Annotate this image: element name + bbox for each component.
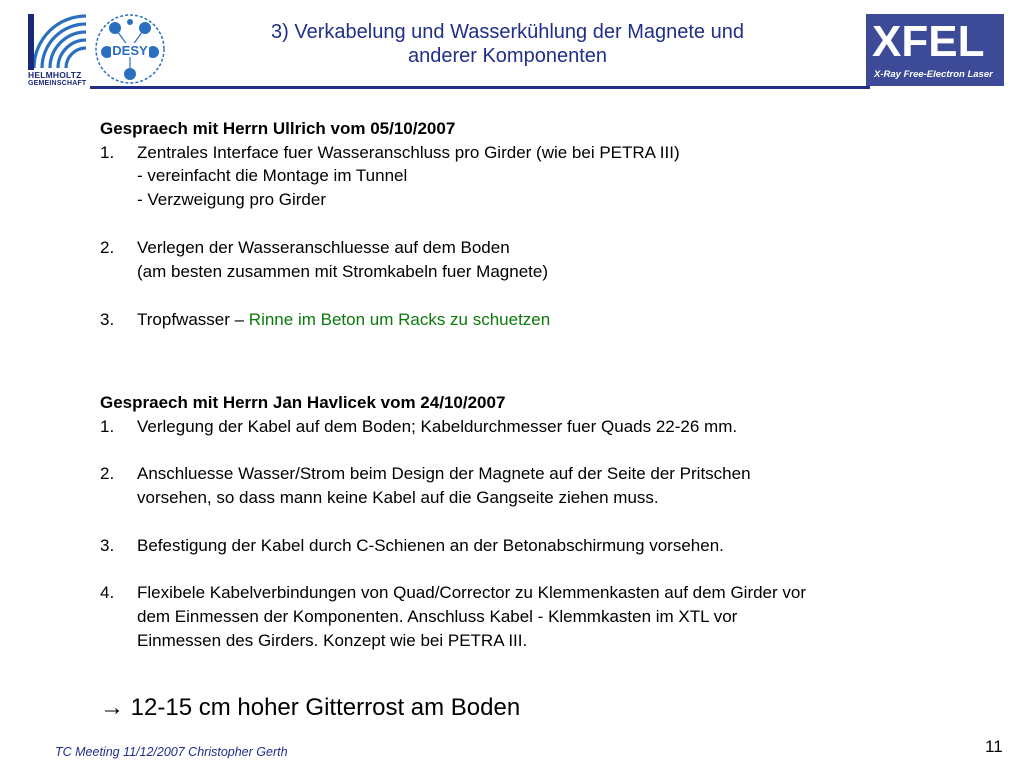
slide-title-line-2: anderer Komponenten <box>407 45 608 67</box>
slide-title-line-1: 3) Verkabelung und Wasserkühlung der Magnete und <box>271 21 744 43</box>
list-item-text: Anschluesse Wasser/Strom beim Design der Magnete auf der Seite der Pritschen <box>137 464 751 483</box>
list-item-text: Verlegung der Kabel auf dem Boden; Kabeldurchmesser fuer Quads 22-26 mm. <box>137 417 738 436</box>
list-item-number: 1. <box>100 143 115 162</box>
section2-heading: Gespraech mit Herrn Jan Havlicek vom 24/10/2007 <box>100 393 506 412</box>
footer-text: TC Meeting 11/12/2007 Christopher Gerth <box>55 745 288 759</box>
list-item-text <box>137 310 550 330</box>
list-item-number: 4. <box>100 583 115 602</box>
desy-logo <box>93 12 167 86</box>
section1-heading: Gespraech mit Herrn Ullrich vom 05/10/2007 <box>100 119 456 138</box>
helmholtz-logo <box>28 10 98 90</box>
list-item-prefix: Tropfwasser – <box>137 310 249 329</box>
list-item-text: Zentrales Interface fuer Wasseranschluss pro Girder (wie bei PETRA III) <box>137 143 680 162</box>
helmholtz-subname: GEMEINSCHAFT <box>28 80 87 87</box>
list-item-subline: vorsehen, so dass mann keine Kabel auf die Gangseite ziehen muss. <box>137 488 659 507</box>
xfel-logo <box>866 14 1004 86</box>
helmholtz-arcs-icon <box>28 10 98 70</box>
list-item-number: 1. <box>100 417 115 436</box>
list-item-text: Flexibele Kabelverbindungen von Quad/Corrector zu Klemmenkasten auf dem Girder vor <box>137 583 807 602</box>
desy-emblem-icon <box>93 12 167 86</box>
page-number: 11 <box>985 737 1003 756</box>
xfel-wordmark: XFEL <box>872 17 985 66</box>
slide-title <box>175 20 840 68</box>
header-divider <box>90 86 870 89</box>
conclusion-text: → 12-15 cm hoher Gitterrost am Boden <box>100 694 521 721</box>
list-item-number: 2. <box>100 464 115 483</box>
list-item-text: Befestigung der Kabel durch C-Schienen an der Betonabschirmung vorsehen. <box>137 536 724 555</box>
list-item-subline: dem Einmessen der Komponenten. Anschluss Kabel - Klemmkasten im XTL vor <box>137 607 738 626</box>
list-item-subline: - vereinfacht die Montage im Tunnel <box>137 166 408 185</box>
highlighted-text: Rinne im Beton um Racks zu schuetzen <box>248 310 551 329</box>
xfel-subtitle: X-Ray Free-Electron Laser <box>874 69 993 80</box>
list-item-number: 3. <box>100 310 115 329</box>
list-item-subline: - Verzweigung pro Girder <box>137 190 326 209</box>
helmholtz-name: HELMHOLTZ <box>28 70 82 80</box>
list-item-text: Verlegen der Wasseranschluesse auf dem Boden <box>137 238 510 257</box>
list-item-subline: Einmessen des Girders. Konzept wie bei PETRA III. <box>137 631 528 650</box>
list-item-number: 3. <box>100 536 115 555</box>
list-item-subline: (am besten zusammen mit Stromkabeln fuer Magnete) <box>137 262 549 281</box>
list-item-number: 2. <box>100 238 115 257</box>
desy-label: DESY <box>112 43 148 58</box>
